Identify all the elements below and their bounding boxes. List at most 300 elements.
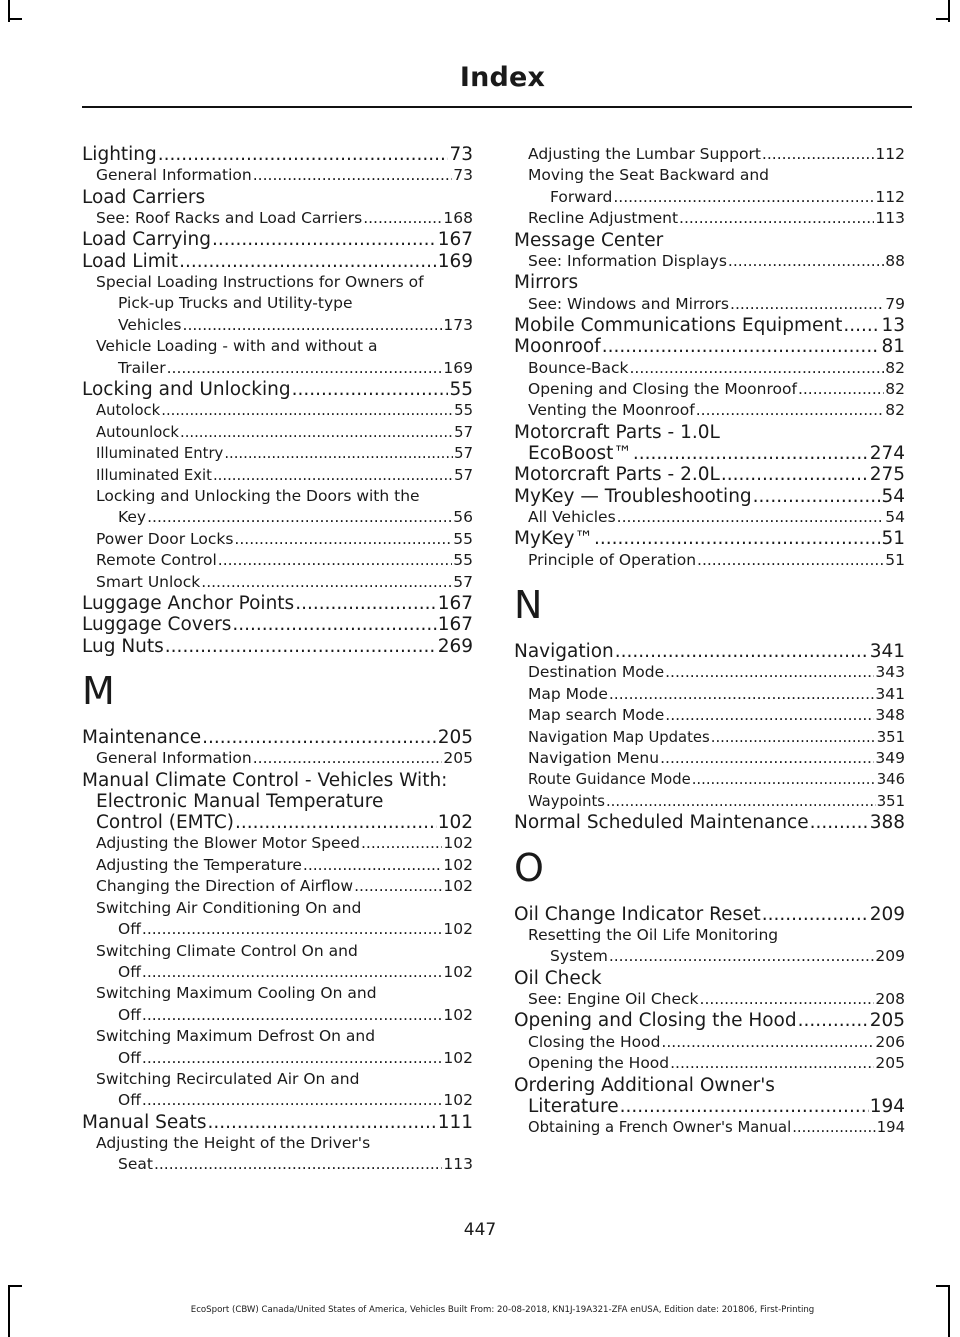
index-subentry [514,550,905,571]
entry-last-line [96,1154,473,1175]
entry-page: 112 [875,145,905,163]
dot-leader [711,727,876,748]
index-subentry [514,144,905,165]
entry-page: 388 [869,812,905,834]
entry-page: 79 [885,294,905,313]
index-heading: Message Center [514,229,664,251]
entry-page: 102 [443,1005,473,1024]
index-heading: Load Carriers [82,186,206,208]
index-subentry [82,1069,473,1112]
entry-page: 351 [876,792,905,810]
crop-mark [8,18,22,20]
entry-page: 102 [443,877,473,896]
entry-page: 169 [437,250,473,272]
entry-page: 112 [875,187,905,206]
entry-page: 102 [443,962,473,981]
entry-text-line: Locking and Unlocking the Doors with the [96,486,420,505]
index-subentry [82,208,473,229]
entry-text: Vehicles [118,315,182,334]
entry-text: Maintenance [82,726,202,748]
index-entry [82,379,473,400]
entry-page: 54 [881,485,905,507]
entry-text: Oil Change Indicator Reset [514,903,761,925]
entry-text: Autolock [96,402,161,420]
dot-leader [232,614,436,635]
entry-text: Lug Nuts [82,635,164,657]
dot-leader [154,1154,442,1175]
index-entry [82,251,473,272]
entry-text: Illuminated Entry [96,445,224,463]
entry-text-line: Switching Climate Control On and [96,941,358,960]
index-subentry [82,486,473,529]
dot-leader [721,464,869,485]
entry-text-line: Manual Climate Control - Vehicles With: [82,769,448,791]
entry-text: EcoBoost™ [528,443,632,465]
index-entry [514,336,905,357]
dot-leader [617,507,885,528]
dot-leader [183,315,443,336]
index-subentry [514,1032,905,1053]
entry-text: Adjusting the Lumbar Support [528,145,761,163]
index-subentry [514,989,905,1010]
entry-text: Motorcraft Parts - 2.0L [514,464,720,486]
entry-text: Opening and Closing the Moonroof [528,380,797,399]
section-letter: M [82,668,115,713]
entry-text: Load Carrying [82,229,211,251]
dot-leader [661,1032,874,1053]
entry-page: 205 [437,726,473,748]
index-subentry [82,855,473,876]
dot-leader [303,855,443,876]
index-subentry [514,791,905,812]
dot-leader [792,1117,876,1138]
entry-text: Opening the Hood [528,1054,670,1073]
dot-leader [235,812,437,833]
dot-leader [730,294,884,315]
index-entry [514,1075,905,1118]
index-entry [514,641,905,662]
index-subentry [82,572,473,593]
index-subentry [82,422,473,443]
entry-text: Changing the Direction of Airflow [96,877,354,896]
entry-page: 81 [881,336,905,358]
index-subentry [82,748,473,769]
entry-text-line: Pick-up Trucks and Utility-type [118,294,353,313]
dot-leader [660,748,874,769]
entry-text: All Vehicles [528,508,616,527]
entry-page: 168 [443,209,473,227]
entry-last-line [514,1096,905,1117]
entry-text-line: Vehicle Loading - with and without a [96,337,378,356]
entry-page: 209 [875,947,905,966]
dot-leader [679,208,874,229]
entry-text: Locking and Unlocking [82,379,291,401]
entry-text: See: Engine Oil Check [528,989,699,1008]
entry-page: 167 [437,614,473,636]
dot-leader [633,443,869,464]
entry-text: Adjusting the Temperature [96,855,302,874]
dot-leader [142,1090,443,1111]
dot-leader [224,443,453,464]
entry-text-line: Special Loading Instructions for Owners of [96,273,424,291]
entry-text-line: Ordering Additional Owner's [514,1074,775,1096]
index-subentry [82,876,473,897]
entry-page: 206 [875,1032,905,1051]
entry-page: 351 [876,728,905,746]
index-subentry [514,727,905,748]
entry-text: Control (EMTC) [96,812,234,834]
entry-text: Off [118,962,141,981]
entry-page: 55 [454,402,473,420]
entry-page: 346 [876,771,905,789]
dot-leader [253,165,453,186]
entry-page: 167 [437,592,473,614]
dot-leader [142,919,443,940]
entry-page: 194 [876,1119,905,1137]
index-subentry [82,833,473,854]
entry-page: 54 [885,508,905,527]
dot-leader [594,528,881,549]
index-entry [82,614,473,635]
index-subentry [82,529,473,550]
entry-page: 113 [875,209,905,228]
entry-text: Forward [550,187,613,206]
entry-page: 205 [869,1010,905,1032]
entry-text: System [550,947,608,966]
entry-last-line [514,443,905,464]
entry-page: 55 [453,551,473,570]
entry-page: 82 [885,380,905,399]
dot-leader [665,705,874,726]
dot-leader [620,1096,869,1117]
index-subentry [514,1053,905,1074]
entry-page: 348 [875,706,905,725]
index-subentry [514,925,905,968]
dot-leader [161,400,453,421]
entry-page: 82 [885,358,905,377]
dot-leader [753,486,881,507]
dot-leader [234,529,452,550]
dot-leader [762,904,869,925]
entry-text: Obtaining a French Owner's Manual [528,1119,792,1137]
entry-last-line [96,315,473,336]
entry-page: 51 [885,550,905,569]
dot-leader [692,769,876,790]
index-subentry [82,336,473,379]
entry-text: Route Guidance Mode [528,771,691,789]
dot-leader [609,684,875,705]
index-subentry [82,898,473,941]
section-letter: N [514,583,543,628]
index-subentry [82,400,473,421]
dot-leader [696,400,885,421]
dot-leader [810,812,869,833]
index-entry [82,144,473,165]
dot-leader [728,251,884,272]
entry-text: Map search Mode [528,706,665,725]
entry-page: 208 [875,989,905,1008]
entry-text: Literature [528,1095,619,1117]
entry-text: General Information [96,166,252,185]
dot-leader [253,748,443,769]
entry-last-line [96,962,473,983]
entry-page: 55 [453,529,473,548]
entry-last-line [82,812,473,833]
entry-page: 57 [453,572,473,591]
index-column-left [82,144,473,1176]
index-heading: Oil Check [514,967,602,989]
entry-page: 102 [443,834,473,853]
index-entry [82,229,473,250]
entry-last-line [96,358,473,379]
index-subentry [82,941,473,984]
index-subentry [514,748,905,769]
entry-page: 55 [449,379,473,401]
entry-text-line: Switching Maximum Cooling On and [96,984,377,1003]
entry-text: Opening and Closing the Hood [514,1010,797,1032]
entry-page: 173 [443,315,473,334]
index-subentry [514,294,905,315]
entry-page: 341 [869,641,905,663]
index-entry [514,486,905,507]
crop-mark [8,1285,22,1287]
entry-page: 73 [449,144,473,165]
entry-text: Mobile Communications Equipment [514,315,843,337]
index-subentry [514,507,905,528]
entry-page: 205 [875,1054,905,1073]
entry-text: Smart Unlock [96,572,201,591]
dot-leader [218,550,453,571]
entry-page: 194 [869,1095,905,1117]
entry-page: 57 [454,445,473,463]
index-subentry [514,1117,905,1138]
entry-text-line: Moving the Seat Backward and [528,166,769,185]
entry-text: Waypoints [528,792,605,810]
entry-text: Off [118,1005,141,1024]
entry-text: Manual Seats [82,1111,207,1133]
index-entry [82,636,473,657]
dot-leader [665,662,874,683]
entry-page: 209 [869,903,905,925]
entry-last-line [96,1048,473,1069]
entry-text: Destination Mode [528,663,665,682]
entry-page: 205 [443,749,473,768]
dot-leader [602,336,881,357]
entry-page: 73 [453,166,473,185]
entry-page: 349 [875,749,905,768]
entry-text: MyKey™ [514,528,593,550]
crop-mark [936,18,950,20]
dot-leader [843,315,880,336]
entry-last-line [96,1005,473,1026]
entry-text: Adjusting the Blower Motor Speed [96,834,360,853]
dot-leader [292,379,449,400]
page-number: 447 [463,1220,497,1240]
entry-text: Luggage Anchor Points [82,592,295,614]
index-subentry [82,550,473,571]
entry-page: 102 [443,1091,473,1110]
entry-text: Off [118,1048,141,1067]
dot-leader [142,1048,443,1069]
dot-leader [213,465,453,486]
index-entry [82,593,473,614]
entry-page: 57 [454,466,473,484]
dot-leader [295,593,436,614]
entry-text-line: Switching Air Conditioning On and [96,898,362,917]
entry-text: Trailer [118,358,166,377]
entry-text-line: Switching Maximum Defrost On and [96,1027,376,1046]
entry-text: Autounlock [96,423,179,441]
entry-page: 341 [875,684,905,703]
entry-text: General Information [96,749,252,768]
dot-leader [697,550,884,571]
dot-leader [179,251,437,272]
entry-page: 102 [443,1048,473,1067]
index-subentry [514,684,905,705]
entry-page: 51 [881,528,905,550]
entry-page: 113 [443,1155,473,1174]
entry-text: Navigation [514,641,614,663]
index-entry [514,422,905,465]
entry-page: 169 [443,358,473,377]
entry-text: Illuminated Exit [96,466,212,484]
entry-text: Normal Scheduled Maintenance [514,812,809,834]
index-entry [514,812,905,833]
index-subentry [514,769,905,790]
entry-text: See: Information Displays [528,251,727,270]
index-subentry [514,400,905,421]
index-subentry [514,251,905,272]
dot-leader [361,833,442,854]
index-heading: Mirrors [514,272,579,294]
entry-text: MyKey — Troubleshooting [514,485,752,507]
entry-last-line [96,919,473,940]
entry-text: Remote Control [96,551,217,570]
entry-text: See: Windows and Mirrors [528,294,730,313]
index-subentry [82,165,473,186]
dot-leader [201,572,452,593]
entry-text: Off [118,920,141,939]
index-entry [514,528,905,549]
dot-leader [180,422,453,443]
entry-page: 274 [869,443,905,465]
entry-text: Off [118,1091,141,1110]
dot-leader [798,379,884,400]
entry-last-line [528,187,905,208]
entry-text: Principle of Operation [528,550,697,569]
entry-text-line: Resetting the Oil Life Monitoring [528,925,779,944]
dot-leader [142,962,443,983]
dot-leader [700,989,875,1010]
section-letter: O [514,845,544,890]
footer-edition-info: EcoSport (CBW) Canada/United States of America, Vehicles Built From: 20-08-2018, KN1J-19A321-ZFA enUSA, Edition date: 201806, First-Printing [190,1305,815,1315]
dot-leader [363,208,442,229]
dot-leader [615,641,869,662]
entry-page: 102 [437,812,473,834]
index-subentry [514,165,905,208]
entry-page: 13 [881,315,905,337]
entry-text-line: Motorcraft Parts - 1.0L [514,421,720,443]
entry-text: Load Limit [82,250,179,272]
dot-leader [202,727,437,748]
dot-leader [165,636,437,657]
entry-text-line: Switching Recirculated Air On and [96,1069,360,1088]
entry-text-line: Adjusting the Height of the Driver's [96,1134,371,1153]
entry-last-line [96,1090,473,1111]
entry-page: 111 [437,1111,473,1133]
index-entry [82,1112,473,1133]
index-subentry [82,465,473,486]
index-entry [82,727,473,748]
index-subentry [82,983,473,1026]
entry-page: 167 [437,229,473,251]
dot-leader [354,876,442,897]
dot-leader [606,791,876,812]
entry-text: Venting the Moonroof [528,401,695,420]
entry-text: Seat [118,1155,153,1174]
index-subentry [514,208,905,229]
index-entry [514,904,905,925]
dot-leader [762,144,874,165]
entry-text: Navigation Map Updates [528,728,710,746]
dot-leader [670,1053,874,1074]
crop-mark [936,1285,950,1287]
entry-text: Closing the Hood [528,1032,661,1051]
entry-page: 102 [443,920,473,939]
dot-leader [613,187,874,208]
entry-text: Bounce-Back [528,358,629,377]
index-subentry [514,662,905,683]
entry-page: 57 [454,423,473,441]
entry-text: Power Door Locks [96,529,234,548]
index-column-right [514,144,905,1139]
entry-text: Key [118,508,147,527]
dot-leader [207,1112,436,1133]
entry-text: Luggage Covers [82,614,232,636]
index-subentry [82,1133,473,1176]
entry-page: 269 [437,635,473,657]
entry-page: 82 [885,401,905,420]
dot-leader [212,229,437,250]
index-subentry [82,1026,473,1069]
entry-text: Moonroof [514,336,601,358]
entry-last-line [96,507,473,528]
page-title: Index [459,62,546,93]
dot-leader [158,144,449,165]
entry-page: 275 [869,464,905,486]
dot-leader [147,507,452,528]
dot-leader [167,358,443,379]
entry-text: Navigation Menu [528,749,660,768]
index-subentry [514,379,905,400]
entry-page: 343 [875,663,905,682]
entry-page: 88 [885,251,905,270]
entry-text-line: Electronic Manual Temperature [96,790,384,812]
dot-leader [630,358,885,379]
index-subentry [514,358,905,379]
entry-last-line [528,946,905,967]
index-entry [514,1010,905,1031]
dot-leader [798,1010,869,1031]
index-subentry [82,272,473,336]
index-entry [514,464,905,485]
header-divider [82,106,912,108]
dot-leader [142,1005,443,1026]
index-subentry [82,443,473,464]
index-entry [82,770,473,834]
entry-text: See: Roof Racks and Load Carriers [96,209,363,227]
entry-text: Map Mode [528,684,608,703]
